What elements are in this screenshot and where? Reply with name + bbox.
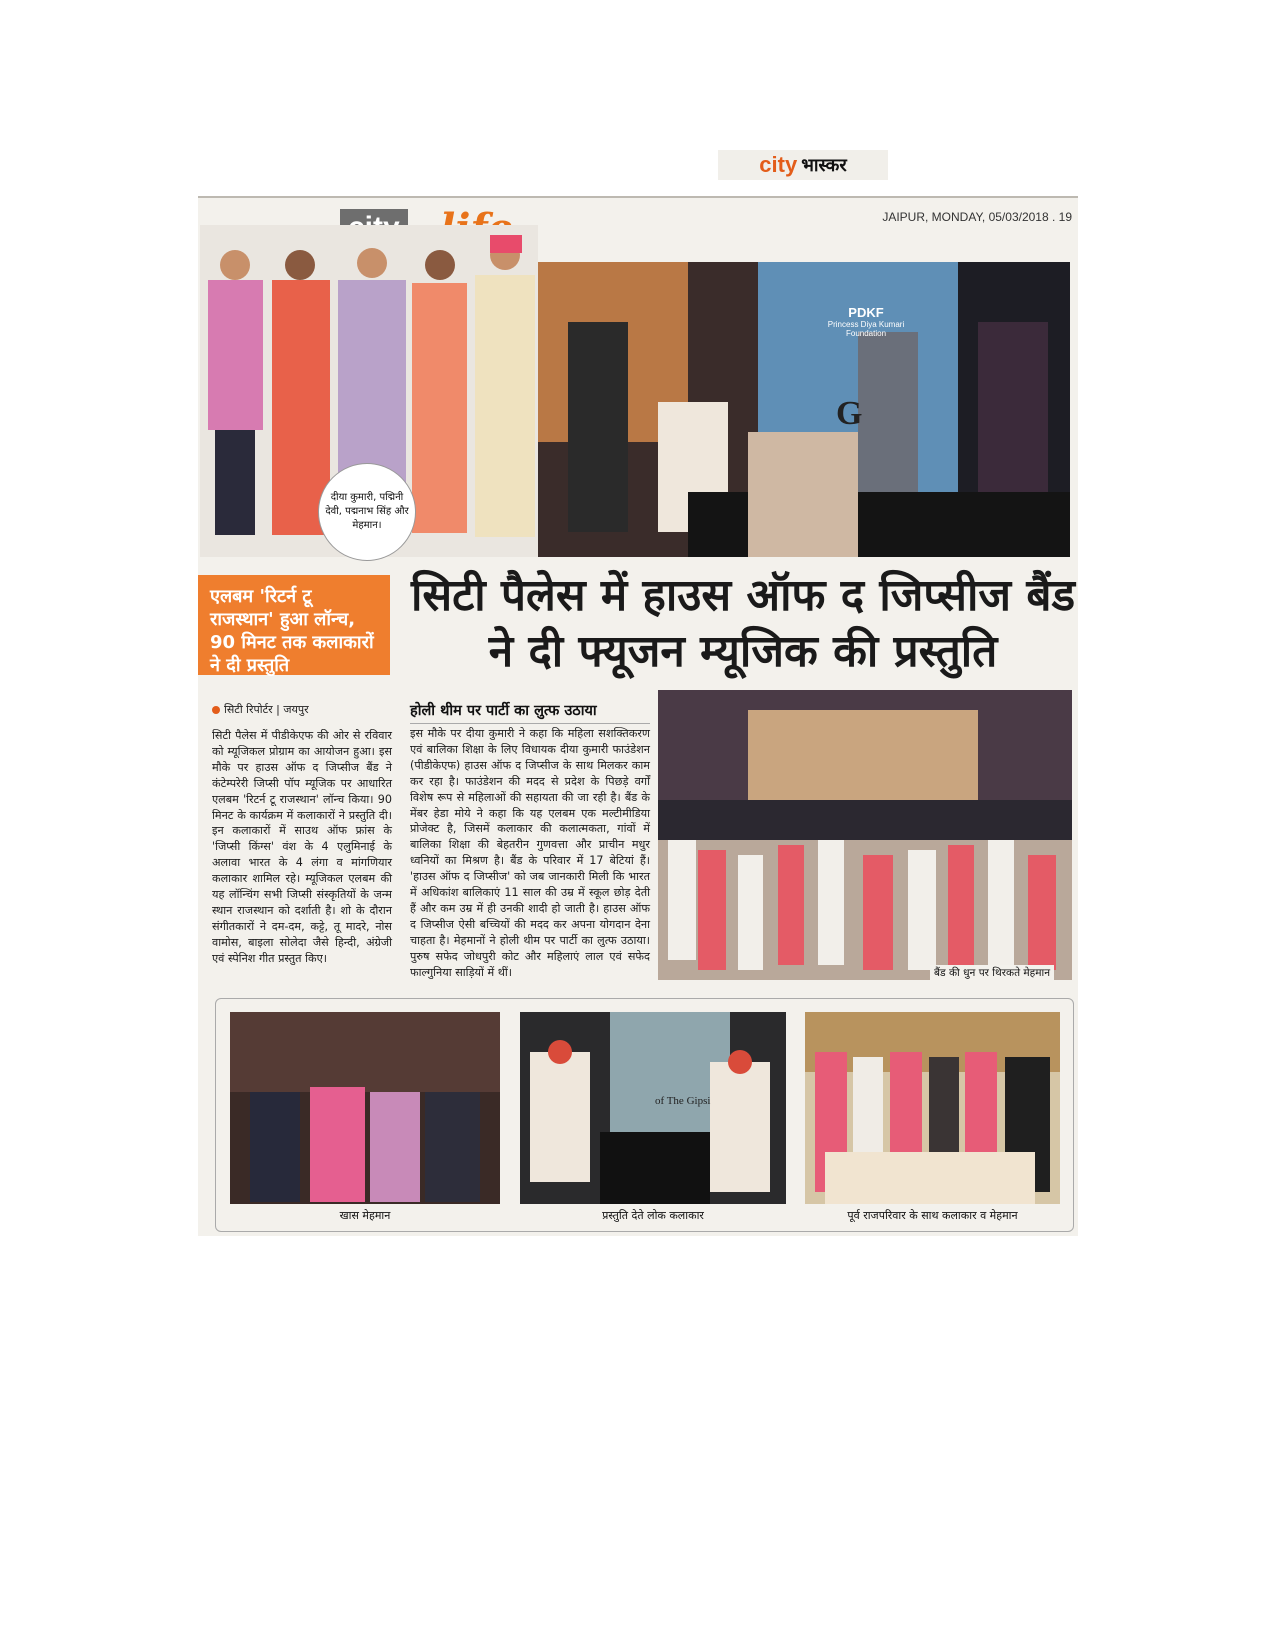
pdkf-text: PDKF bbox=[848, 305, 884, 320]
dateline: JAIPUR, MONDAY, 05/03/2018 . 19 bbox=[882, 210, 1072, 224]
guests-caption: दीया कुमारी, पद्मिनी देवी, पद्मनाभ सिंह और मेहमान। bbox=[318, 463, 416, 561]
byline-reporter: सिटी रिपोर्टर bbox=[224, 703, 273, 716]
masthead bbox=[718, 150, 888, 180]
vip-guests-photo bbox=[230, 1012, 500, 1204]
party-photo-caption: बैंड की धुन पर थिरकते मेहमान bbox=[930, 965, 1054, 981]
masthead-city: city bbox=[759, 152, 798, 177]
pdkf-line1: Princess Diya Kumari bbox=[827, 320, 905, 329]
caption-folk-artists: प्रस्तुति देते लोक कलाकार bbox=[602, 1209, 704, 1222]
byline-dot bbox=[212, 706, 220, 714]
royal-family-photo bbox=[805, 1012, 1060, 1204]
pdkf-line2: Foundation bbox=[845, 329, 887, 338]
headline: सिटी पैलेस में हाउस ऑफ द जिप्सीज बैंड ने दी फ्यूजन म्यूजिक की प्रस्तुति bbox=[410, 570, 1076, 677]
byline: सिटी रिपोर्टर | जयपुर bbox=[212, 702, 392, 717]
party-photo bbox=[658, 690, 1072, 980]
stage-banner-letter: G bbox=[836, 395, 863, 432]
kicker-box: एलबम 'रिटर्न टू राजस्थान' हुआ लॉन्च, 90 मिनट तक कलाकारों ने दी प्रस्तुति bbox=[198, 575, 390, 675]
folk-artists-photo bbox=[520, 1012, 786, 1204]
caption-vip-guests: खास मेहमान bbox=[339, 1209, 391, 1222]
masthead-bhaskar: भास्कर bbox=[801, 155, 847, 176]
stage-photo bbox=[538, 262, 1070, 557]
byline-place: जयपुर bbox=[283, 703, 309, 716]
caption-royal-family: पूर्व राजपरिवार के साथ कलाकार व मेहमान bbox=[847, 1209, 1018, 1222]
subhead: होली थीम पर पार्टी का लुत्फ उठाया bbox=[410, 700, 650, 724]
folk-banner-text: of The Gipsi bbox=[655, 1095, 711, 1107]
article-column-2: इस मौके पर दीया कुमारी ने कहा कि महिला सशक्तिकरण एवं बालिका शिक्षा के लिए विधायक दीया कुमारी फाउंडेशन (पीडीकेएफ) हाउस ऑफ द जिप्सीज के साथ मिलकर काम कर रहा है। फाउंडेशन की मदद से प्रदेश के पिछड़े वर्गों विशेष रूप से महिलाओं की सहायता की जा रही है। बैंड के मेंबर हेडा मोये ने कहा कि यह एलबम एक मल्टीमीडिया प्रोजेक्ट है, जिसमें कलाकार की कलात्मकता, गांवों में बालिका शिक्षा की बेहतरीन गुणवत्ता और प्राचीन मधुर ध्वनियों का मिश्रण है। बैंड के परिवार में 17 बेटियां हैं। 'हाउस ऑफ द जिप्सीज' को जब जानकारी मिली कि भारत में अधिकांश बालिकाएं 11 साल की उम्र में स्कूल छोड़ देती हैं और कम उम्र में ही उनकी शादी हो जाती है। हाउस ऑफ द जिप्सीज ऐसी बच्चियों की मदद कर अपना योगदान देना चाहता है। मेहमानों ने होली थीम पर पार्टी का लुत्फ उठाया। पुरुष सफेद जोधपुरी कोट और महिलाएं लाल एवं सफेद फाल्गुनिया साड़ियों में थीं। bbox=[410, 727, 650, 979]
article-column-1: सिटी पैलेस में पीडीकेएफ की ओर से रविवार को म्यूजिकल प्रोग्राम का आयोजन हुआ। इस मौके पर हाउस ऑफ द जिप्सीज बैंड ने कंटेम्परेरी जिप्सी पॉप म्यूजिक पर आधारित एलबम 'रिटर्न टू राजस्थान' लॉन्च किया। 90 मिनट के कार्यक्रम में कलाकारों ने प्रस्तुति दी। इन कलाकारों में साउथ ऑफ फ्रांस के 'जिप्सी किंग्स' वंश के 4 एलुमिनाई के अलावा भारत के 4 लंगा व मांगणियार कलाकार शामिल रहे। म्यूजिकल एलबम की यह लॉन्चिंग सभी जिप्सी संस्कृतियों के जन्म स्थान राजस्थान को दर्शाती है। शो के दौरान संगीतकारों ने दम-दम, कट्टे, तू मादरे, नोस वामोस, बाइला सोलेदा जैसे हिन्दी, अंग्रेजी एवं स्पेनिश गीत प्रस्तुत किए। bbox=[212, 729, 392, 965]
stage-banner-logo bbox=[826, 305, 906, 338]
